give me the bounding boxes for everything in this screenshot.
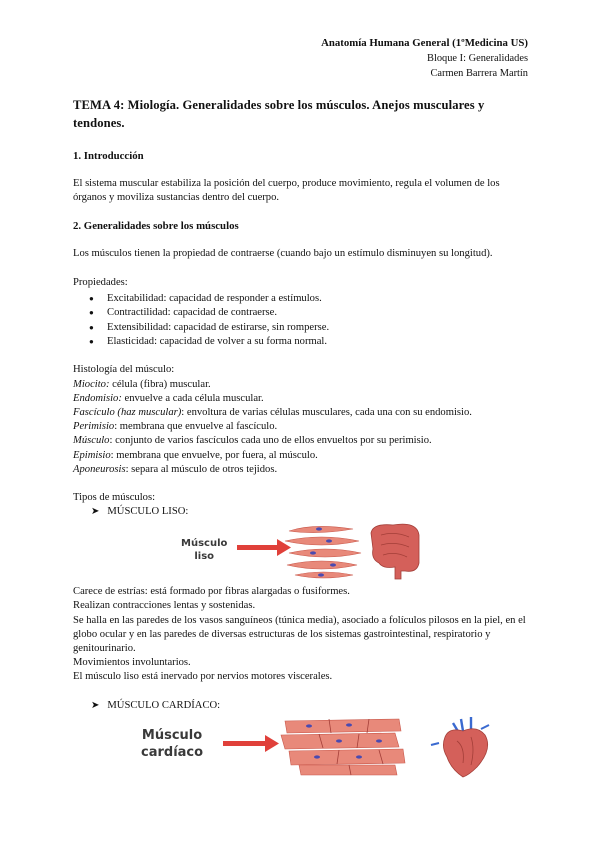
properties-list bbox=[73, 292, 530, 350]
list-item: ● Contractilidad: capacidad de contraerse. bbox=[107, 306, 530, 320]
cardiac-figure-label: Músculo cardíaco bbox=[141, 727, 204, 760]
section-general-text: Los músculos tienen la propiedad de contraerse (cuando bajo un estímulo disminuyen su longitud). bbox=[73, 248, 493, 260]
cardiac-muscle-figure bbox=[73, 717, 530, 779]
intestine-icon bbox=[371, 524, 419, 579]
section-general-heading: 2. Generalidades sobre los músculos bbox=[73, 220, 239, 233]
list-item: ● Elasticidad: capacidad de volver a su forma normal. bbox=[107, 335, 530, 349]
properties-title: Propiedades: bbox=[73, 276, 128, 288]
author-name: Carmen Barrera Martín bbox=[430, 68, 528, 79]
histology-item: Aponeurosis: separa al músculo de otros tejidos. bbox=[73, 463, 278, 475]
smooth-muscle-fibers-icon bbox=[285, 527, 361, 579]
smooth-figure-label: Músculo liso bbox=[181, 538, 228, 563]
smooth-figure-art bbox=[233, 519, 533, 581]
block-label: Bloque I: Generalidades bbox=[427, 53, 528, 64]
section-intro-text: El sistema muscular estabiliza la posición del cuerpo, produce movimiento, regula el volumen de los órganos y moviliza sustancias dentro del cuerpo. bbox=[73, 178, 500, 204]
types-title: Tipos de músculos: bbox=[73, 492, 156, 504]
cardiac-figure-art bbox=[219, 713, 539, 779]
list-item: ● Excitabilidad: capacidad de responder a estímulos. bbox=[107, 292, 530, 306]
document-body bbox=[73, 96, 530, 781]
arrowhead-bullet-icon: ➤ bbox=[91, 699, 100, 711]
smooth-muscle-heading: ➤ MÚSCULO LISO: bbox=[91, 506, 189, 518]
histology-item: Músculo: conjunto de varios fascículos cada uno de ellos envueltos por su perimisio. bbox=[73, 435, 432, 447]
arrow-icon bbox=[237, 539, 291, 556]
arrowhead-bullet-icon: ➤ bbox=[91, 506, 100, 518]
smooth-line: Se halla en las paredes de los vasos sanguíneos (túnica media), asociado a folículos pilosos en la piel, en el globo ocular y en las paredes de diversas estructuras de los sistemas gastrointestinal, respiratorio y genitourinario. bbox=[73, 614, 526, 655]
page-header bbox=[321, 36, 528, 81]
histology-item: Epimisio: membrana que envuelve, por fuera, al músculo. bbox=[73, 449, 318, 461]
histology-item: Fascículo (haz muscular): envoltura de varias células musculares, cada una con su endomisio. bbox=[73, 407, 472, 419]
smooth-muscle-figure bbox=[73, 523, 530, 583]
section-intro-heading: 1. Introducción bbox=[73, 150, 144, 162]
course-title: Anatomía Humana General (1ºMedicina US) bbox=[321, 37, 528, 49]
arrow-icon bbox=[223, 735, 279, 752]
heart-icon bbox=[431, 717, 489, 777]
doc-title: TEMA 4: Miología. Generalidades sobre los músculos. Anejos musculares y tendones. bbox=[73, 98, 485, 130]
histology-item: Miocito: célula (fibra) muscular. bbox=[73, 378, 211, 390]
histology-title: Histología del músculo: bbox=[73, 364, 175, 376]
histology-block bbox=[73, 363, 530, 477]
histology-item: Endomisio: envuelve a cada célula muscular. bbox=[73, 392, 264, 404]
smooth-line: Realizan contracciones lentas y sostenidas. bbox=[73, 600, 256, 612]
histology-item: Perimisio: membrana que envuelve al fascículo. bbox=[73, 421, 278, 433]
list-item: ● Extensibilidad: capacidad de estirarse, sin romperse. bbox=[107, 321, 530, 335]
smooth-line: Movimientos involuntarios. bbox=[73, 657, 191, 669]
cardiac-muscle-heading: ➤ MÚSCULO CARDÍACO: bbox=[91, 699, 221, 711]
cardiac-muscle-fibers-icon bbox=[281, 719, 405, 775]
smooth-line: El músculo liso está inervado por nervios motores viscerales. bbox=[73, 671, 333, 683]
smooth-line: Carece de estrías: está formado por fibras alargadas o fusiformes. bbox=[73, 586, 350, 598]
